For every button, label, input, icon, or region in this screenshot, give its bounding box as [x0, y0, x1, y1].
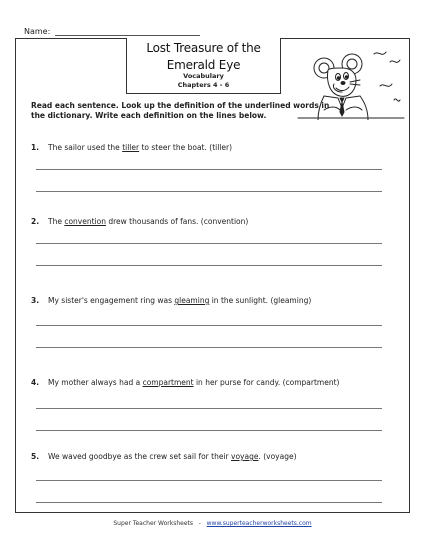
footer-url-link[interactable]: www.superteacherworksheets.com: [206, 520, 312, 527]
worksheet-title-line2: Emerald Eye: [166, 58, 241, 72]
vocabulary-word: convention: [64, 217, 106, 226]
vocabulary-word: voyage: [231, 452, 259, 461]
sentence-end: in her purse for candy. (compartment): [193, 378, 340, 387]
answer-line[interactable]: [36, 347, 382, 348]
answer-line[interactable]: [36, 169, 382, 170]
answer-line[interactable]: [36, 191, 382, 192]
title-box: [126, 38, 281, 94]
question-text: [31, 378, 401, 388]
question-text: [31, 143, 401, 153]
answer-line[interactable]: [36, 480, 382, 481]
question-number: 2.: [31, 217, 40, 226]
name-row: [24, 27, 200, 36]
question-text: [31, 296, 401, 306]
worksheet-subtitle: Vocabulary: [183, 72, 224, 80]
sentence-start: The sailor used the: [48, 143, 123, 152]
footer-separator: -: [198, 520, 201, 527]
answer-line[interactable]: [36, 265, 382, 266]
question-number: 1.: [31, 143, 40, 152]
question-1: [31, 143, 401, 153]
sentence-start: My mother always had a: [48, 378, 143, 387]
name-field[interactable]: [55, 27, 200, 36]
question-text: [31, 217, 401, 227]
vocabulary-word: tiller: [122, 143, 140, 152]
vocabulary-word: compartment: [142, 378, 194, 387]
sentence-end: in the sunlight. (gleaming): [209, 296, 312, 305]
question-number: 4.: [31, 378, 40, 387]
answer-line[interactable]: [36, 408, 382, 409]
question-number: 5.: [31, 452, 40, 461]
sentence-start: The: [48, 217, 65, 226]
sentence-start: My sister's engagement ring was: [48, 296, 175, 305]
answer-line[interactable]: [36, 502, 382, 503]
question-text: [31, 452, 401, 462]
question-4: [31, 378, 401, 388]
answer-line[interactable]: [36, 430, 382, 431]
worksheet-title-line1: Lost Treasure of the: [146, 41, 261, 55]
sentence-start: We waved goodbye as the crew set sail for their: [48, 452, 232, 461]
name-label: Name:: [24, 27, 51, 36]
instructions: Read each sentence. Look up the definition of the underlined words in the dictionary. Write each definition on the lines below.: [31, 101, 330, 120]
answer-line[interactable]: [36, 243, 382, 244]
question-5: [31, 452, 401, 462]
worksheet-chapters: Chapters 4 - 6: [177, 81, 230, 89]
question-2: [31, 217, 401, 227]
worksheet-frame: [15, 38, 410, 513]
footer: [0, 520, 425, 527]
vocabulary-word: gleaming: [174, 296, 210, 305]
sentence-end: drew thousands of fans. (convention): [105, 217, 249, 226]
footer-site-name: Super Teacher Worksheets: [113, 520, 193, 527]
question-3: [31, 296, 401, 306]
answer-line[interactable]: [36, 325, 382, 326]
sentence-end: to steer the boat. (tiller): [139, 143, 233, 152]
sentence-end: . (voyage): [258, 452, 297, 461]
question-number: 3.: [31, 296, 40, 305]
